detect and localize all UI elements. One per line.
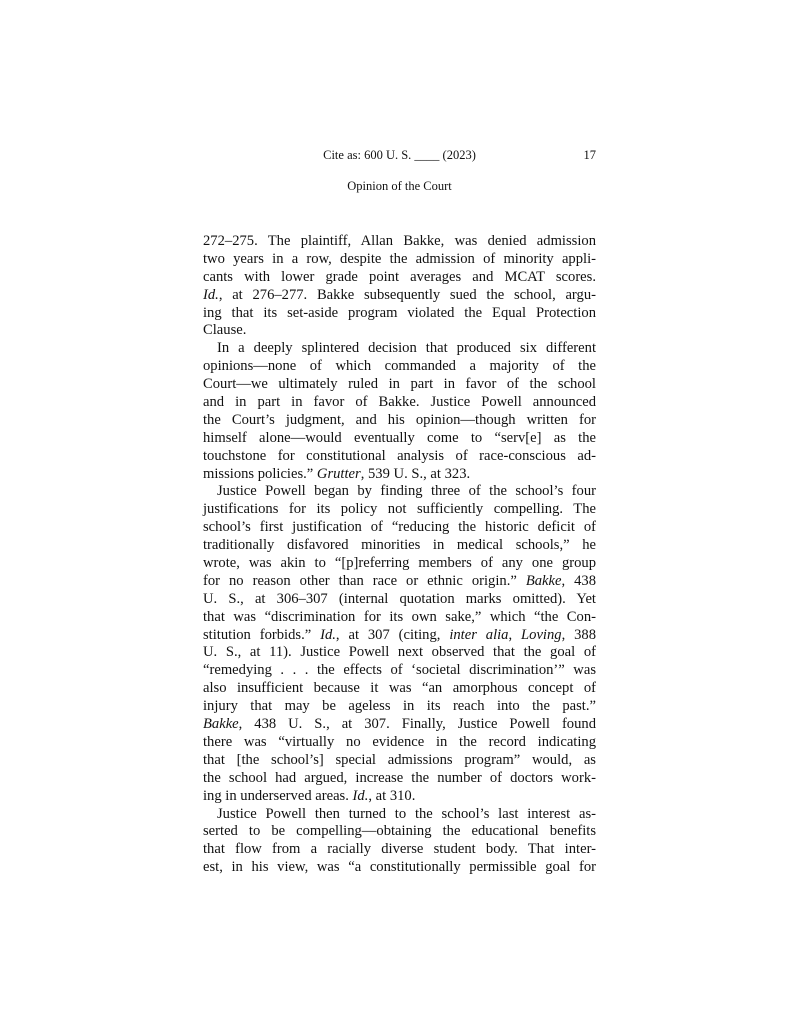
- text-line: [203, 412, 596, 430]
- text-line: [203, 734, 596, 752]
- text-segment: stitution forbids.”: [203, 626, 321, 643]
- text-segment: 272–275. The plaintiff, Allan Bakke, was denied admission: [203, 233, 596, 249]
- text-line: [203, 662, 596, 680]
- text-line: [203, 340, 596, 358]
- text-segment: that was “discrimination for its own sake,” which “the Con-: [203, 608, 596, 625]
- text-line: [203, 680, 596, 698]
- text-line: [203, 555, 596, 573]
- text-line: [203, 430, 596, 448]
- text-segment: , 438 U. S., at 307. Finally, Justice Powell found: [238, 716, 596, 733]
- text-line: [203, 519, 596, 537]
- text-line: [203, 644, 596, 662]
- text-line: [203, 627, 596, 645]
- text-line: [203, 305, 596, 323]
- italic-citation: Grutter: [316, 465, 361, 482]
- text-segment: also insufficient because it was “an amorphous concept of: [203, 680, 596, 697]
- text-segment: , 539 U. S., at 323.: [360, 465, 471, 482]
- text-segment: , at 310.: [368, 787, 416, 804]
- text-segment: Court—we ultimately ruled in part in favor of the school: [203, 376, 596, 393]
- text-segment: that [the school’s] special admissions program” would, as: [203, 751, 596, 768]
- text-segment: for no reason other than race or ethnic origin.”: [203, 572, 526, 589]
- text-segment: ing in underserved areas.: [203, 787, 353, 804]
- text-segment: U. S., at 11). Justice Powell next observed that the goal of: [203, 644, 596, 661]
- text-segment: there was “virtually no evidence in the record indicating: [203, 733, 596, 750]
- page-number: 17: [583, 148, 596, 162]
- text-segment: ing that its set-aside program violated the Equal Protection: [203, 304, 596, 321]
- text-line: [203, 376, 596, 394]
- text-segment: Clause.: [203, 322, 247, 339]
- text-segment: Justice Powell then turned to the school’s last interest as-: [217, 805, 596, 822]
- text-line: [203, 483, 596, 501]
- text-line: [203, 537, 596, 555]
- text-segment: , at 276–277. Bakke subsequently sued the school, argu-: [218, 286, 596, 303]
- text-segment: , 388: [561, 626, 597, 643]
- text-segment: , 438: [561, 572, 596, 589]
- text-line: [203, 752, 596, 770]
- text-segment: school’s first justification of “reducing the historic deficit of: [203, 519, 596, 536]
- text-line: [203, 698, 596, 716]
- text-line: [203, 251, 596, 269]
- text-segment: and in part in favor of Bakke. Justice Powell announced: [203, 394, 596, 411]
- citation-header: Cite as: 600 U. S. ____ (2023): [323, 148, 476, 162]
- italic-citation: Bakke: [525, 572, 562, 589]
- text-segment: two years in a row, despite the admission of minority appli-: [203, 250, 596, 267]
- text-line: [203, 609, 596, 627]
- text-line: [203, 322, 596, 340]
- text-line: [203, 233, 596, 251]
- text-segment: the Court’s judgment, and his opinion—though written for: [203, 411, 596, 428]
- italic-citation: Loving: [521, 626, 562, 643]
- text-line: [203, 806, 596, 824]
- text-segment: serted to be compelling—obtaining the educational benefits: [203, 823, 596, 840]
- text-segment: traditionally disfavored minorities in medical schools,” he: [203, 537, 596, 554]
- text-line: [203, 770, 596, 788]
- text-segment: himself alone—would eventually come to “serv[e] as the: [203, 429, 596, 446]
- text-line: [203, 501, 596, 519]
- text-line: [203, 716, 596, 734]
- text-segment: cants with lower grade point averages and MCAT scores.: [203, 268, 596, 285]
- text-line: [203, 394, 596, 412]
- text-segment: justifications for its policy not sufficiently compelling. The: [203, 501, 596, 518]
- text-line: [203, 859, 596, 877]
- text-line: [203, 788, 596, 806]
- text-segment: wrote, was akin to “[p]referring members of any one group: [203, 555, 596, 572]
- text-line: [203, 269, 596, 287]
- text-line: [203, 573, 596, 591]
- text-segment: ,: [508, 626, 522, 643]
- text-segment: , at 307 (citing,: [335, 626, 450, 643]
- text-line: [203, 841, 596, 859]
- text-segment: that flow from a racially diverse student body. That inter-: [203, 841, 596, 858]
- text-segment: missions policies.”: [203, 465, 317, 482]
- running-head: [203, 148, 596, 166]
- italic-citation: Id.: [352, 787, 369, 804]
- text-segment: injury that may be ageless in its reach into the past.”: [203, 698, 596, 715]
- italic-citation: Id.: [320, 626, 336, 643]
- text-line: [203, 591, 596, 609]
- italic-citation: Bakke: [203, 716, 239, 733]
- section-header: Opinion of the Court: [347, 179, 452, 193]
- text-line: [203, 466, 596, 484]
- italic-citation: Id.: [203, 286, 219, 303]
- text-segment: U. S., at 306–307 (internal quotation marks omitted). Yet: [203, 590, 596, 607]
- text-line: [203, 287, 596, 305]
- text-segment: In a deeply splintered decision that produced six different: [217, 340, 596, 357]
- text-line: [203, 358, 596, 376]
- text-segment: Justice Powell began by finding three of the school’s four: [217, 483, 596, 500]
- italic-citation: inter alia: [449, 626, 509, 643]
- text-segment: the school had argued, increase the number of doctors work-: [203, 769, 596, 786]
- text-segment: opinions—none of which commanded a majority of the: [203, 358, 596, 375]
- text-segment: est, in his view, was “a constitutionally permissible goal for: [203, 859, 596, 876]
- text-line: [203, 448, 596, 466]
- opinion-body: [203, 233, 596, 877]
- text-segment: “remedying . . . the effects of ‘societal discrimination’” was: [203, 662, 596, 679]
- text-segment: touchstone for constitutional analysis of race-conscious ad-: [203, 447, 596, 464]
- text-line: [203, 823, 596, 841]
